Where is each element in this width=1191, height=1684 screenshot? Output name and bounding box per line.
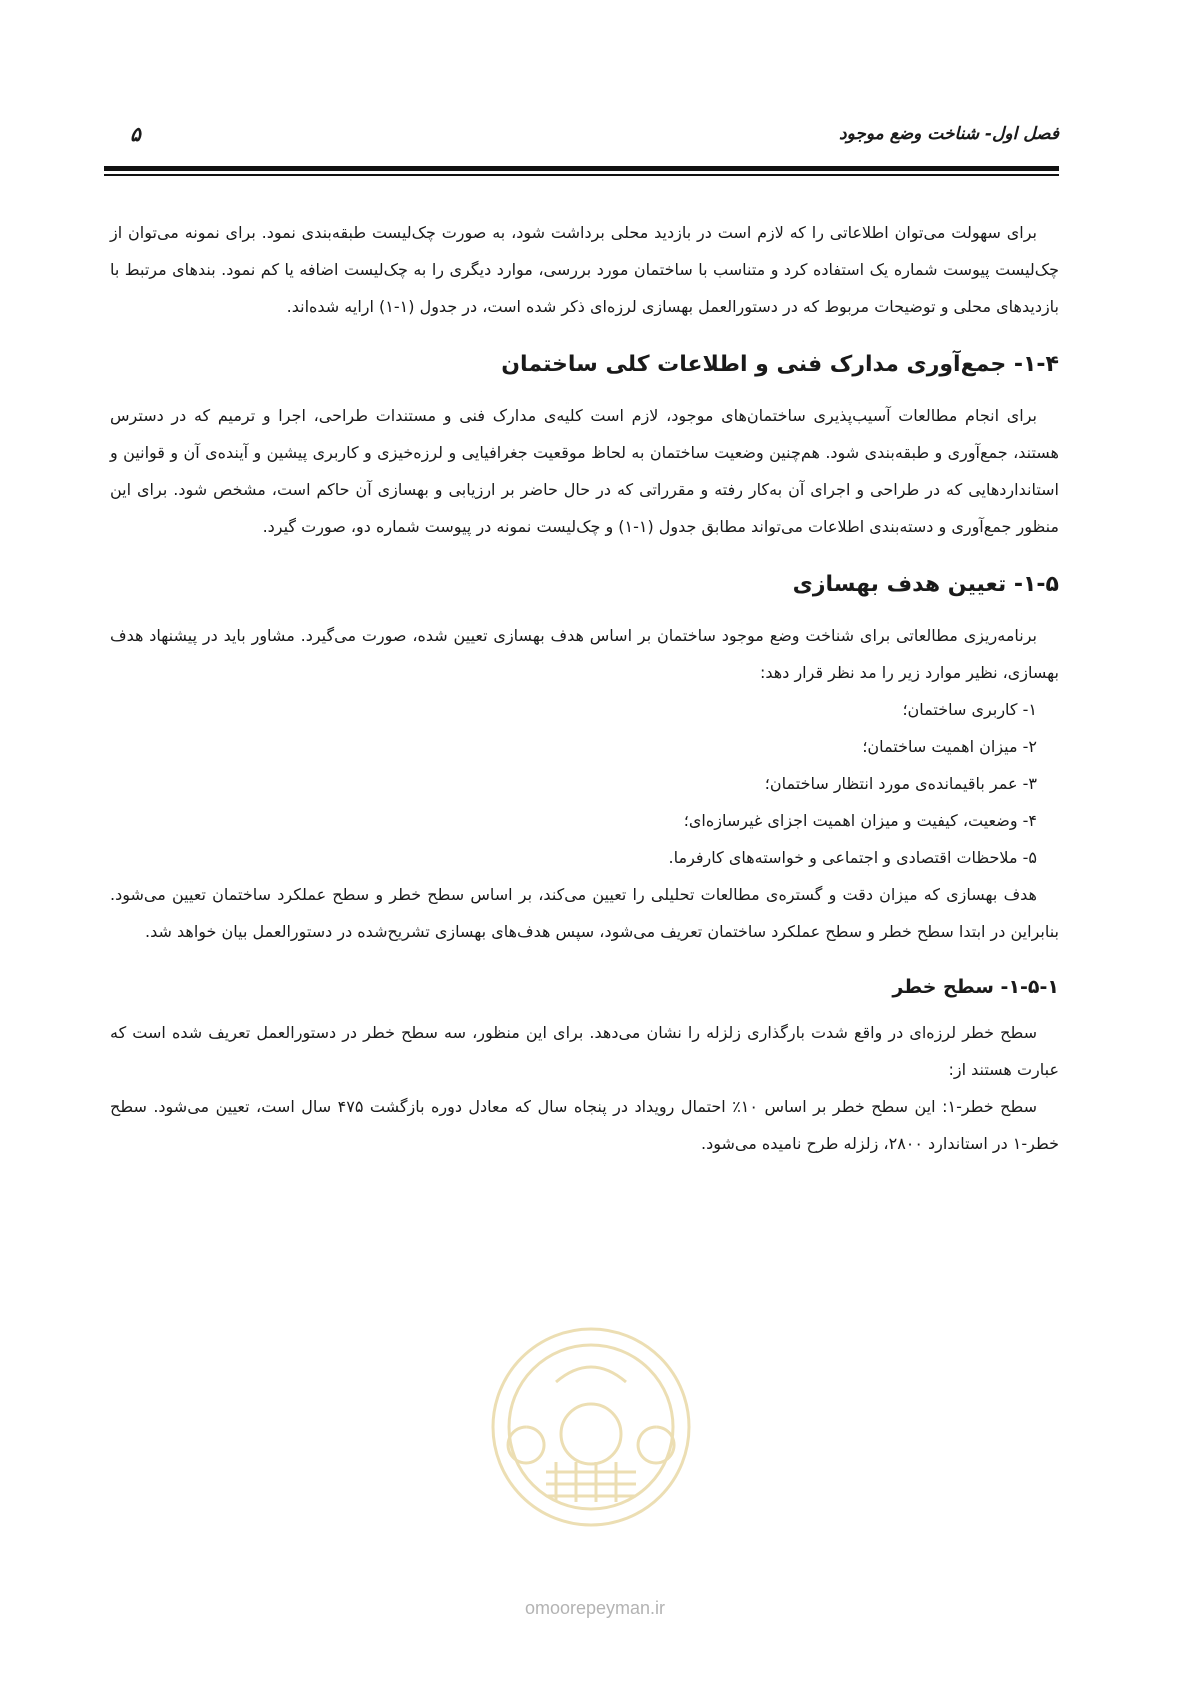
list-item: ۳- عمر باقیمانده‌ی مورد انتظار ساختمان؛	[764, 774, 1037, 793]
page-number: ۵	[130, 122, 141, 146]
retrofit-criteria-list	[110, 691, 1059, 876]
paragraph-hazard-level: سطح خطر لرزه‌ای در واقع شدت بارگذاری زلزله را نشان می‌دهد. برای این منظور، سه سطح خطر در دستورالعمل تعریف شده است که عبارت هستند از:	[110, 1023, 1059, 1079]
header-rule-thick	[104, 166, 1059, 171]
seal-watermark-icon	[486, 1322, 696, 1532]
paragraph-hazard-level-1: سطح خطر-۱: این سطح خطر بر اساس ۱۰٪ احتمال رویداد در پنجاه سال که معادل دوره بازگشت ۴۷۵ سال است، تعیین می‌شود. سطح خطر-۱ در استاندارد ۲۸۰۰، زلزله طرح نامیده می‌شود.	[110, 1097, 1059, 1153]
section-1-4-heading: ۱-۴- جمع‌آوری مدارک فنی و اطلاعات کلی ساختمان	[501, 352, 1059, 377]
body-text	[110, 214, 1059, 1162]
paragraph-checklist: برای سهولت می‌توان اطلاعاتی را که لازم است در بازدید محلی برداشت شود، به صورت چک‌لیست طبقه‌بندی نمود. برای نمونه می‌توان از چک‌لیست پیوست شماره یک استفاده کرد و متناسب با ساختمان مورد بررسی، موارد دیگری را به چک‌لیست اضافه یا کم نمود. بندهای مرتبط با بازدیدهای محلی و توضیحات مربوط که در دستورالعمل بهسازی لرزه‌ای ذکر شده است، در جدول (۱-۱) ارایه شده‌اند.	[110, 223, 1059, 316]
list-item: ۲- میزان اهمیت ساختمان؛	[862, 737, 1037, 756]
paragraph-retrofit-objective: هدف بهسازی که میزان دقت و گستره‌ی مطالعات تحلیلی را تعیین می‌کند، بر اساس سطح خطر و سطح عملکرد ساختمان تعیین می‌شود. بنابراین در ابتدا سطح خطر و سطح عملکرد ساختمان تعریف می‌شود، سپس هدف‌های بهسازی تشریح‌شده در دستورالعمل بیان خواهد شد.	[110, 885, 1059, 941]
page-header	[104, 124, 1059, 154]
list-item: ۵- ملاحظات اقتصادی و اجتماعی و خواسته‌های کارفرما.	[668, 848, 1037, 867]
section-1-5-1-heading: ۱-۵-۱- سطح خطر	[892, 976, 1059, 998]
header-rule-thin	[104, 174, 1059, 176]
section-1-5-heading: ۱-۵- تعیین هدف بهسازی	[792, 572, 1059, 597]
chapter-title: فصل اول- شناخت وضع موجود	[839, 124, 1059, 144]
paragraph-technical-documents: برای انجام مطالعات آسیب‌پذیری ساختمان‌های موجود، لازم است کلیه‌ی مدارک فنی و مستندات طراحی، اجرا و ترمیم که در دسترس هستند، جمع‌آوری و طبقه‌بندی شود. هم‌چنین وضعیت ساختمان به لحاظ موقعیت جغرافیایی و لرزه‌خیزی و کاربری پیشین و آینده‌ی آن و قوانین و استانداردهایی که در طراحی و اجرای آن به‌کار رفته و مقرراتی که در حال حاضر بر ارزیابی و بهسازی آن حاکم است، مشخص شود. برای این منظور جمع‌آوری و دسته‌بندی اطلاعات می‌تواند مطابق جدول (۱-۱) و چک‌لیست نمونه در پیوست شماره دو، صورت گیرد.	[110, 406, 1059, 536]
list-item: ۴- وضعیت، کیفیت و میزان اهمیت اجزای غیرسازه‌ای؛	[683, 811, 1037, 830]
paragraph-retrofit-planning: برنامه‌ریزی مطالعاتی برای شناخت وضع موجود ساختمان بر اساس هدف بهسازی تعیین شده، صورت می‌گیرد. مشاور باید در پیشنهاد هدف بهسازی، نظیر موارد زیر را مد نظر قرار دهد:	[110, 626, 1059, 682]
watermark-site-text: omoorepeyman.ir	[524, 1598, 666, 1618]
list-item: ۱- کاربری ساختمان؛	[902, 700, 1037, 719]
